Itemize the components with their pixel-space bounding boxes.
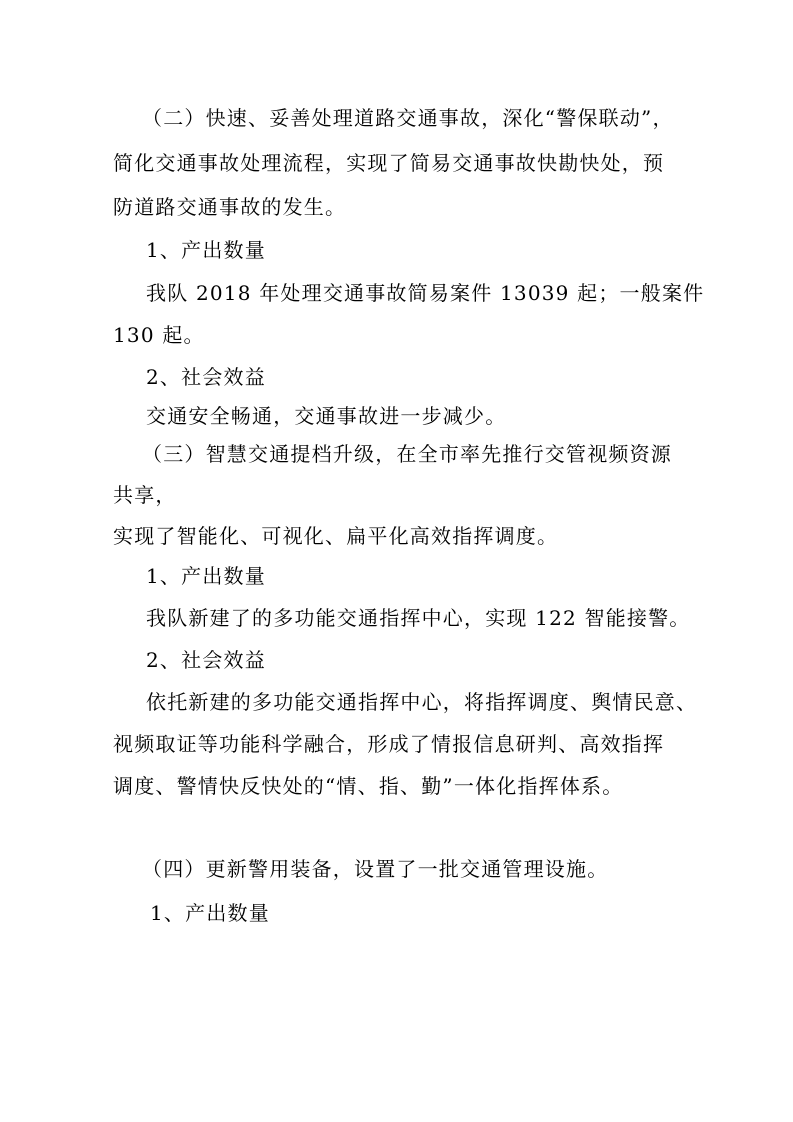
- paragraph-line: 130 起。: [113, 323, 205, 347]
- paragraph-line: （二）快速、妥善处理道路交通事故，深化“警保联动”，: [142, 106, 674, 130]
- paragraph-line: 实现了智能化、可视化、扁平化高效指挥调度。: [113, 524, 559, 548]
- section-heading: 2、社会效益: [146, 648, 266, 672]
- paragraph-line: 防道路交通事故的发生。: [113, 195, 347, 219]
- paragraph-line: 视频取证等功能科学融合，形成了情报信息研判、高效指挥: [113, 732, 665, 756]
- section-heading: 1、产出数量: [146, 564, 266, 588]
- paragraph-line: （四）更新警用装备，设置了一批交通管理设施。: [142, 857, 609, 881]
- paragraph-line: 交通安全畅通，交通事故进一步减少。: [146, 404, 507, 428]
- paragraph-line: 共享，: [113, 483, 177, 507]
- paragraph-line: （三）智慧交通提档升级，在全市率先推行交管视频资源: [142, 442, 672, 466]
- paragraph-line: 简化交通事故处理流程，实现了简易交通事故快勘快处，预: [113, 151, 665, 175]
- section-heading: 1、产出数量: [150, 901, 270, 925]
- paragraph-line: 我队新建了的多功能交通指挥中心，实现 122 智能接警。: [146, 606, 691, 630]
- paragraph-line: 依托新建的多功能交通指挥中心，将指挥调度、舆情民意、: [146, 690, 698, 714]
- section-heading: 1、产出数量: [146, 238, 266, 262]
- paragraph-line: 我队 2018 年处理交通事故简易案件 13039 起；一般案件: [146, 281, 705, 305]
- paragraph-line: 调度、警情快反快处的“情、指、勤”一体化指挥体系。: [113, 774, 624, 798]
- section-heading: 2、社会效益: [146, 365, 266, 389]
